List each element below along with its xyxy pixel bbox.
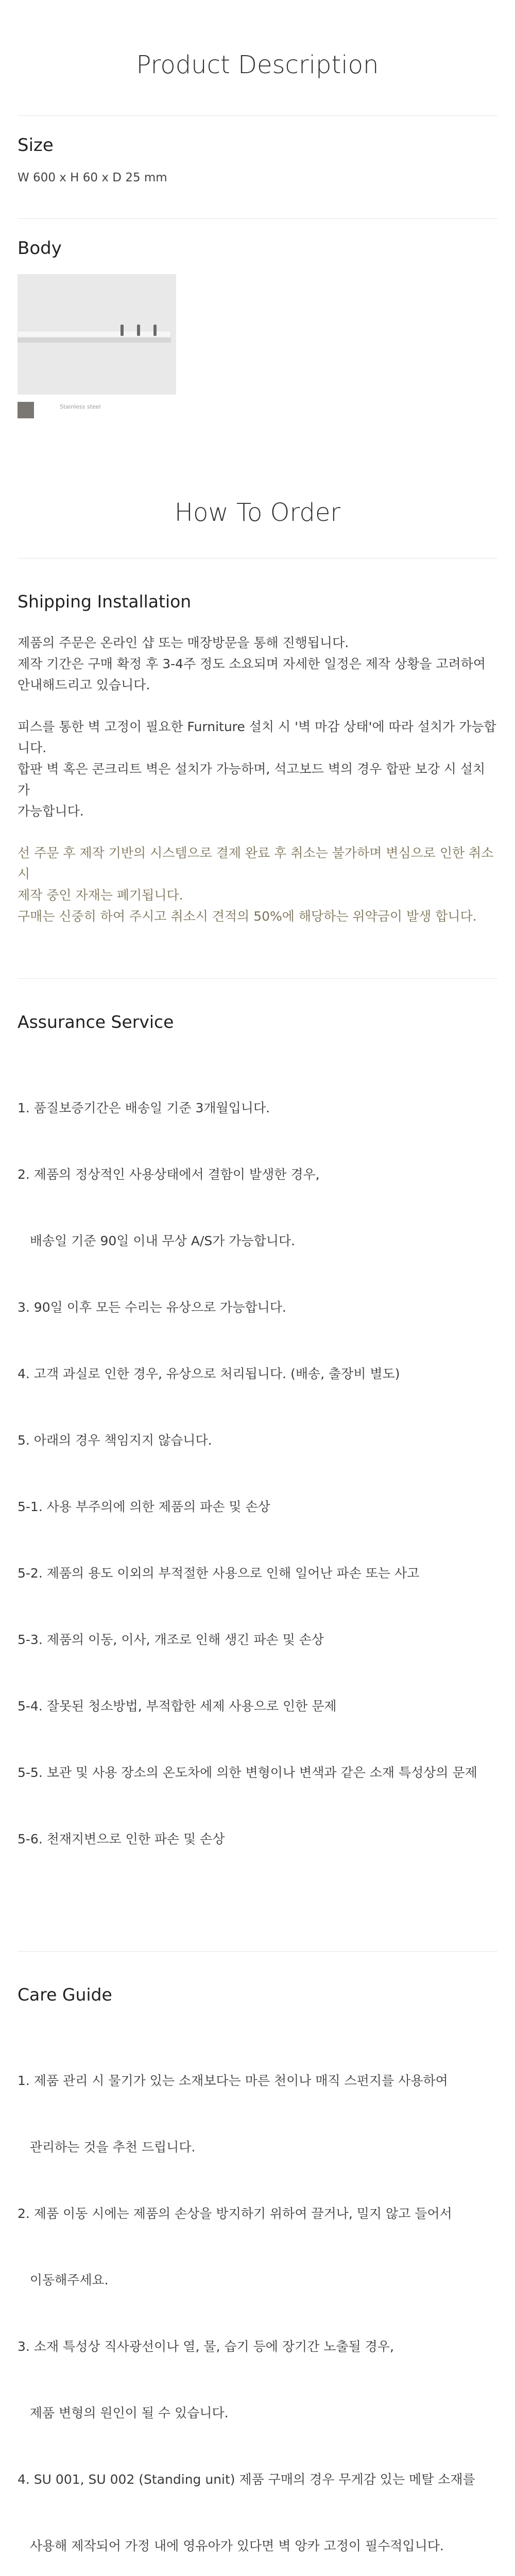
- list-item: 2. 제품의 정상적인 사용상태에서 결함이 발생한 경우,: [18, 1167, 320, 1182]
- assurance-service-block: [18, 979, 497, 1894]
- assurance-list: [18, 1053, 497, 1894]
- care-guide-heading: Care Guide: [18, 1985, 112, 2005]
- divider: [18, 218, 497, 219]
- text-line: 안내해드리고 있습니다.: [18, 677, 150, 692]
- list-item: 5-4. 잘못된 청소방법, 부적합한 세제 사용으로 인한 문제: [18, 1699, 337, 1714]
- list-item: 관리하는 것을 추천 드립니다.: [18, 2140, 196, 2155]
- list-item: 이동해주세요.: [18, 2273, 109, 2287]
- list-item: 5-2. 제품의 용도 이외의 부적절한 사용으로 인해 일어난 파손 또는 사고: [18, 1566, 420, 1581]
- stainless-steel-swatch[interactable]: [18, 402, 34, 418]
- body-label: Body: [18, 238, 62, 259]
- text-line: 합판 벽 혹은 콘크리트 벽은 설치가 가능하며, 석고보드 벽의 경우 합판 보강 시 설치가: [18, 761, 486, 798]
- list-item: 3. 소재 특성상 직사광선이나 열, 물, 습기 등에 장기간 노출될 경우,: [18, 2339, 394, 2354]
- swatch-label: Stainless steel: [60, 403, 101, 410]
- how-to-order-section: [18, 418, 497, 2576]
- text-line: 가능합니다.: [18, 804, 84, 819]
- list-item: 5-3. 제품의 이동, 이사, 개조로 인해 생긴 파손 및 손상: [18, 1632, 324, 1647]
- text-line: 제작 중인 자재는 폐기됩니다.: [18, 888, 183, 903]
- list-item: 1. 제품 관리 시 물기가 있는 소재보다는 마른 천이나 매직 스펀지를 사용하여: [18, 2073, 448, 2088]
- list-item: 1. 품질보증기간은 배송일 기준 3개월입니다.: [18, 1100, 270, 1115]
- list-item: 4. SU 001, SU 002 (Standing unit) 제품 구매의 경우 무게감 있는 메탈 소재를: [18, 2472, 475, 2487]
- shipping-paragraph-1: [18, 632, 497, 696]
- how-to-order-title: How To Order: [174, 498, 341, 527]
- text-line: 피스를 통한 벽 고정이 필요한 Furniture 설치 시 '벽 마감 상태'에 따라 설치가 가능합니다.: [18, 719, 496, 755]
- text-line: 구매는 신중히 하여 주시고 취소시 견적의 50%에 해당하는 위약금이 발생 합니다.: [18, 909, 477, 924]
- care-guide-block: [18, 1952, 497, 2576]
- assurance-service-heading: Assurance Service: [18, 1012, 174, 1032]
- list-item: 5-1. 사용 부주의에 의한 제품의 파손 및 손상: [18, 1499, 270, 1514]
- shipping-paragraph-3: [18, 842, 497, 927]
- text-line: 제작 기간은 구매 확정 후 3-4주 정도 소요되며 자세한 일정은 제작 상황을 고려하여: [18, 656, 486, 671]
- product-description-section: [18, 0, 497, 418]
- shipping-installation-block: [18, 558, 497, 927]
- list-item: 2. 제품 이동 시에는 제품의 손상을 방지하기 위하여 끌거나, 밀지 않고 들어서: [18, 2206, 452, 2221]
- shipping-installation-heading: Shipping Installation: [18, 591, 192, 612]
- list-item: 사용해 제작되어 가정 내에 영유아가 있다면 벽 앙카 고정이 필수적입니다.: [18, 2538, 444, 2553]
- product-description-title: Product Description: [136, 50, 379, 79]
- size-value: W 600 x H 60 x D 25 mm: [18, 171, 167, 184]
- text-line: 제품의 주문은 온라인 샵 또는 매장방문을 통해 진행됩니다.: [18, 635, 349, 650]
- care-list: [18, 2025, 497, 2576]
- list-item: 4. 고객 과실로 인한 경우, 유상으로 처리됩니다. (배송, 출장비 별도): [18, 1366, 400, 1381]
- list-item: 배송일 기준 90일 이내 무상 A/S가 가능합니다.: [18, 1233, 296, 1248]
- list-item: 3. 90일 이후 모든 수리는 유상으로 가능합니다.: [18, 1300, 286, 1315]
- size-label: Size: [18, 135, 54, 156]
- divider: [18, 115, 497, 116]
- list-item: 5-6. 천재지변으로 인한 파손 및 손상: [18, 1832, 225, 1846]
- list-item: 5-5. 보관 및 사용 장소의 온도차에 의한 변형이나 변색과 같은 소재 특성상의 문제: [18, 1765, 477, 1780]
- product-image: [18, 274, 176, 395]
- shipping-paragraph-2: [18, 716, 497, 822]
- list-item: 제품 변형의 원인이 될 수 있습니다.: [18, 2405, 229, 2420]
- text-line: 선 주문 후 제작 기반의 시스템으로 결제 완료 후 취소는 불가하며 변심으로 인한 취소 시: [18, 845, 494, 882]
- material-swatch-row: [18, 401, 497, 418]
- hook-rack-image: [18, 274, 176, 395]
- list-item: 5. 아래의 경우 책임지지 않습니다.: [18, 1433, 212, 1448]
